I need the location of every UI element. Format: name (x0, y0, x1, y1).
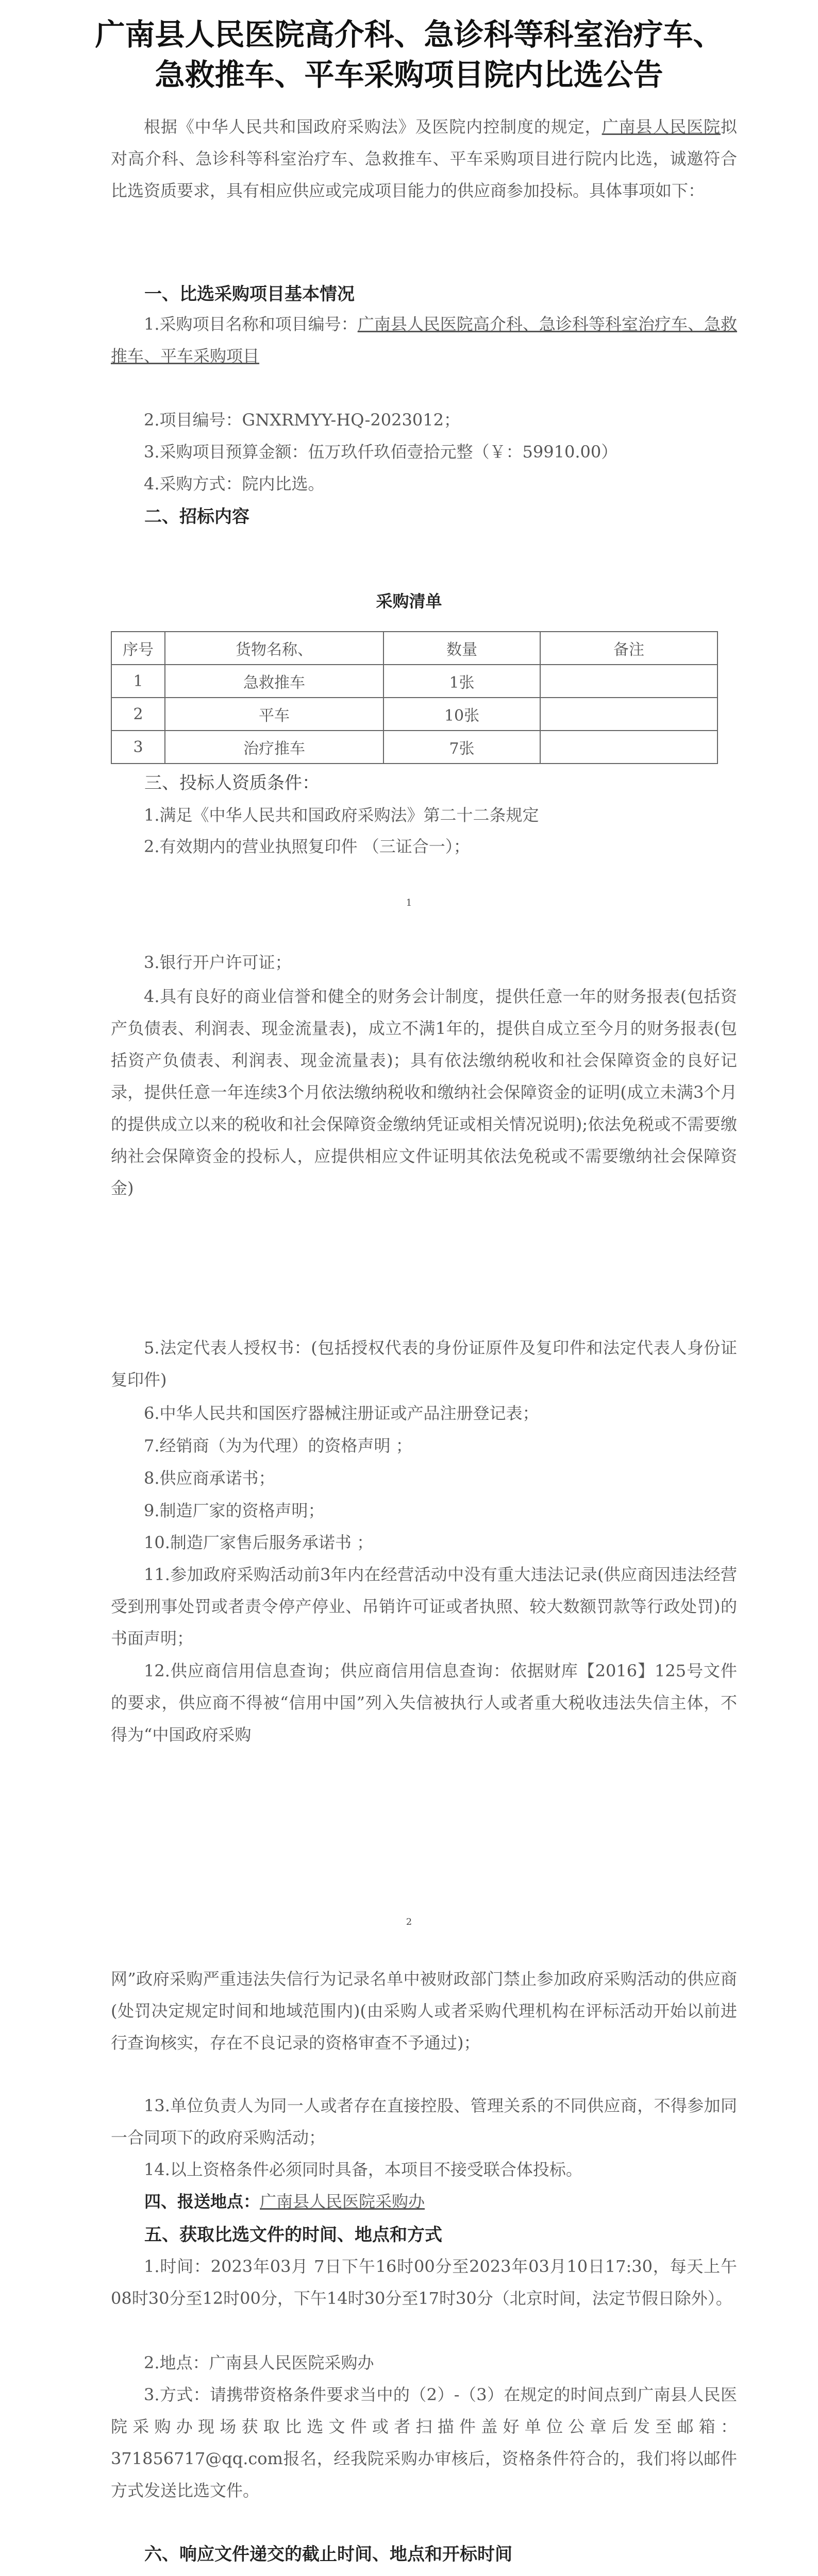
s3-item-7: 7.经销商（为为代理）的资格声明 ； (144, 1436, 412, 1455)
table-cell: 1 (111, 665, 165, 698)
s1-item-2: 2.项目编号：GNXRMYY-HQ-2023012； (144, 410, 460, 430)
table-header-cell: 序号 (111, 632, 165, 665)
page-number: 1 (406, 897, 412, 908)
s3-item-9: 9.制造厂家的资格声明； (144, 1501, 325, 1520)
s3-item-1: 1.满足《中华人民共和国政府采购法》第二十二条规定 (144, 805, 539, 825)
table-cell: 治疗推车 (165, 731, 383, 764)
table-cell: 10张 (383, 698, 540, 731)
section-1-heading: 一、比选采购项目基本情况 (144, 284, 355, 304)
table-row (111, 698, 717, 731)
s3-item-3: 3.银行开户许可证； (144, 953, 292, 972)
s6-item-1 (111, 2570, 737, 2576)
s5-item-2: 2.地点：广南县人民医院采购办 (144, 2353, 374, 2372)
section-2-heading: 二、招标内容 (144, 506, 249, 527)
intro-paragraph (111, 111, 737, 207)
s5-item-3: 3.方式：请携带资格条件要求当中的（2）-（3）在规定的时间点到广南县人民医院采购办现场获取比选文件或者扫描件盖好单位公章后发至邮箱：371856717@qq.com报名，经我院采购办审核后，资格条件符合的，我们将以邮件方式发送比选文件。 (111, 2385, 737, 2500)
intro-text-1: 根据《中华人民共和国政府采购法》及医院内控制度的规定， (144, 117, 602, 137)
s3-item-6: 6.中华人民共和国医疗器械注册证或产品注册登记表； (144, 1403, 539, 1423)
procurement-table (111, 631, 718, 764)
s3-item-4: 4.具有良好的商业信誉和健全的财务会计制度，提供任意一年的财务报表(包括资产负债表、利润表、现金流量表)，成立不满1年的，提供自成立至今月的财务报表(包括资产负债表、利润表、现金流量表)；具有依法缴纳税收和社会保障资金的良好记录，提供任意一年连续3个月依法缴纳税收和缴纳社会保障资金的证明(成立未满3个月的提供成立以来的税收和社会保障资金缴纳凭证或相关情况说明);依法免税或不需要缴纳社会保障资金的投标人，应提供相应文件证明其依法免税或不需要缴纳社会保障资金) (111, 987, 737, 1198)
section-4-label: 四、报送地点： (144, 2192, 260, 2211)
s1-item-4: 4.采购方式：院内比选。 (144, 474, 325, 494)
s3-item-5: 5.法定代表人授权书：(包括授权代表的身份证原件及复印件和法定代表人身份证复印件) (111, 1338, 737, 1389)
section-6-heading: 六、响应文件递交的截止时间、地点和开标时间 (144, 2544, 512, 2565)
s5-item-1: 1.时间：2023年03月 7日下午16时00分至2023年03月10日17:30，每天上午08时30分至12时00分，下午14时30分至17时30分（北京时间，法定节假日除外）。 (111, 2257, 737, 2308)
table-header-row (111, 632, 717, 665)
s1-item-1-label: 1.采购项目名称和项目编号： (144, 314, 358, 334)
table-cell: 7张 (383, 731, 540, 764)
s1-item-1 (111, 308, 737, 372)
table-cell: 急救推车 (165, 665, 383, 698)
table-row (111, 731, 717, 764)
s1-item-3: 3.采购项目预算金额：伍万玖仟玖佰壹拾元整（￥：59910.00） (144, 442, 618, 462)
s3-item-12: 12.供应商信用信息查询；供应商信用信息查询：依据财库【2016】125号文件的要求，供应商不得被“信用中国”列入失信被执行人或者重大税收违法失信主体，不得为“中国政府采购 (111, 1661, 737, 1744)
table-cell: 3 (111, 731, 165, 764)
table-header-cell: 数量 (383, 632, 540, 665)
section-3-heading: 三、投标人资质条件： (144, 773, 320, 793)
s3-item-14: 14.以上资格条件必须同时具备，本项目不接受联合体投标。 (144, 2160, 582, 2179)
s1-item-1-value: 广南县人民医院高介科、急诊科等科室治疗车、急救推车、平车采购项目 (111, 314, 737, 366)
table-cell: 1张 (383, 665, 540, 698)
table-cell (540, 665, 717, 698)
section-4-heading (144, 2185, 737, 2217)
s3-item-2: 2.有效期内的营业执照复印件 （三证合一）； (144, 837, 470, 856)
s3-item-8: 8.供应商承诺书； (144, 1468, 275, 1488)
table-title: 采购清单 (376, 591, 442, 611)
s3-item-13: 13.单位负责人为同一人或者存在直接控股、管理关系的不同供应商，不得参加同一合同项下的政府采购活动； (111, 2096, 737, 2147)
table-header-cell: 货物名称、 (165, 632, 383, 665)
intro-text-2: 拟对高介科、急诊科等科室治疗车、急救推车、平车采购项目进行院内比选，诚邀符合比选资质要求，具有相应供应或完成项目能力的供应商参加投标。具体事项如下： (111, 117, 737, 200)
table-cell: 平车 (165, 698, 383, 731)
page-number: 2 (406, 1917, 412, 1927)
intro-org-name: 广南县人民医院 (602, 117, 721, 137)
doc-title-line2: 急救推车、平车采购项目院内比选公告 (155, 57, 663, 92)
section-4-value: 广南县人民医院采购办 (260, 2192, 425, 2211)
table-cell: 2 (111, 698, 165, 731)
s3-item-11: 11.参加政府采购活动前3年内在经营活动中没有重大违法记录(供应商因违法经营受到刑事处罚或者责令停产停业、吊销许可证或者执照、较大数额罚款等行政处罚)的书面声明； (111, 1565, 737, 1648)
s3-item-12-cont: 网”政府采购严重违法失信行为记录名单中被财政部门禁止参加政府采购活动的供应商(处罚决定规定时间和地域范围内)(由采购人或者采购代理机构在评标活动开始以前进行查询核实，存在不良记录的资格审查不予通过)； (111, 1969, 737, 2053)
s3-item-10: 10.制造厂家售后服务承诺书 ； (144, 1533, 374, 1552)
section-5-heading: 五、获取比选文件的时间、地点和方式 (144, 2225, 442, 2245)
table-cell (540, 731, 717, 764)
table-header-cell: 备注 (540, 632, 717, 665)
table-cell (540, 698, 717, 731)
table-row (111, 665, 717, 698)
doc-title-line1: 广南县人民医院高介科、急诊科等科室治疗车、 (95, 17, 723, 52)
